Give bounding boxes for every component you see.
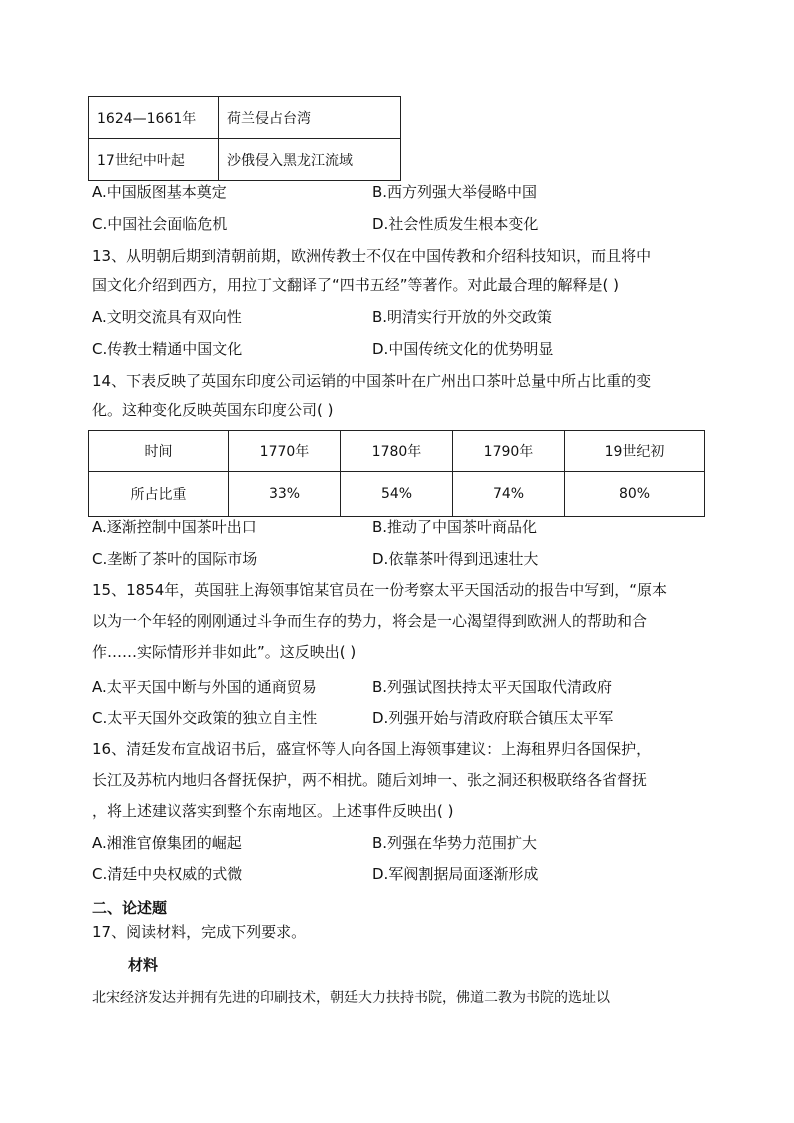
q13-option-d: D.中国传统文化的优势明显	[372, 340, 554, 358]
q14-option-a: A.逐渐控制中国茶叶出口	[92, 518, 257, 536]
material-label: 材料	[128, 956, 159, 974]
table-cell: 33%	[229, 472, 341, 517]
q15-option-c: C.太平天国外交政策的独立自主性	[92, 709, 318, 727]
table-cell: 所占比重	[89, 472, 229, 517]
table-header-cell: 1770年	[229, 431, 341, 472]
q15-stem-line1: 15、1854年，英国驻上海领事馆某官员在一份考察太平天国活动的报告中写到，“原本	[92, 581, 668, 599]
q16-stem-line1: 16、清廷发布宣战诏书后，盛宣怀等人向各国上海领事建议：上海租界归各国保护，	[92, 740, 652, 758]
q14-option-b: B.推动了中国茶叶商品化	[372, 518, 538, 536]
q16-stem-line2: 长江及苏杭内地归各督抚保护，两不相扰。随后刘坤一、张之洞还积极联络各省督抚	[92, 771, 648, 789]
material-text-line1: 北宋经济发达并拥有先进的印刷技术，朝廷大力扶持书院，佛道二教为书院的选址以	[92, 990, 610, 1006]
table-header-cell: 1780年	[341, 431, 453, 472]
table-row	[89, 139, 401, 181]
q13-stem-line2: 国文化介绍到西方，用拉丁文翻译了“四书五经”等著作。对此最合理的解释是( )	[92, 276, 620, 294]
table-cell: 74%	[453, 472, 565, 517]
q15-option-a: A.太平天国中断与外国的通商贸易	[92, 678, 317, 696]
q16-option-d: D.军阀割据局面逐渐形成	[372, 865, 539, 883]
table-cell: 1624—1661年	[89, 97, 219, 139]
q13-stem-line1: 13、从明朝后期到清朝前期，欧洲传教士不仅在中国传教和介绍科技知识，而且将中	[92, 247, 652, 265]
table-cell: 沙俄侵入黑龙江流域	[219, 139, 401, 181]
q14-option-d: D.依靠茶叶得到迅速壮大	[372, 550, 539, 568]
q12-option-d: D.社会性质发生根本变化	[372, 215, 539, 233]
q12-option-a: A.中国版图基本奠定	[92, 183, 227, 201]
table-row	[89, 97, 401, 139]
table-row	[89, 472, 705, 517]
table-header-cell: 时间	[89, 431, 229, 472]
q13-option-c: C.传教士精通中国文化	[92, 340, 243, 358]
q13-option-b: B.明清实行开放的外交政策	[372, 308, 553, 326]
q14-stem-line1: 14、下表反映了英国东印度公司运销的中国茶叶在广州出口茶叶总量中所占比重的变	[92, 372, 652, 390]
table-header-row	[89, 431, 705, 472]
events-table	[88, 96, 401, 181]
tea-share-table	[88, 430, 705, 517]
q16-option-b: B.列强在华势力范围扩大	[372, 834, 538, 852]
q15-option-d: D.列强开始与清政府联合镇压太平军	[372, 709, 614, 727]
section-title: 二、论述题	[92, 899, 168, 917]
q15-stem-line3: 作……实际情形并非如此”。这反映出( )	[92, 643, 357, 661]
q12-option-b: B.西方列强大举侵略中国	[372, 183, 538, 201]
q14-option-c: C.垄断了茶叶的国际市场	[92, 550, 258, 568]
table-header-cell: 19世纪初	[565, 431, 705, 472]
table-cell: 54%	[341, 472, 453, 517]
table-cell: 80%	[565, 472, 705, 517]
q17-stem: 17、阅读材料，完成下列要求。	[92, 923, 307, 941]
q15-stem-line2: 以为一个年轻的刚刚通过斗争而生存的势力，将会是一心渴望得到欧洲人的帮助和合	[92, 612, 648, 630]
q13-option-a: A.文明交流具有双向性	[92, 308, 242, 326]
q12-option-c: C.中国社会面临危机	[92, 215, 228, 233]
table-cell: 17世纪中叶起	[89, 139, 219, 181]
q14-stem-line2: 化。这种变化反映英国东印度公司( )	[92, 401, 334, 419]
q16-stem-line3: ，将上述建议落实到整个东南地区。上述事件反映出( )	[92, 802, 454, 820]
table-header-cell: 1790年	[453, 431, 565, 472]
table-cell: 荷兰侵占台湾	[219, 97, 401, 139]
q16-option-c: C.清廷中央权威的式微	[92, 865, 243, 883]
q16-option-a: A.湘淮官僚集团的崛起	[92, 834, 242, 852]
q15-option-b: B.列强试图扶持太平天国取代清政府	[372, 678, 613, 696]
